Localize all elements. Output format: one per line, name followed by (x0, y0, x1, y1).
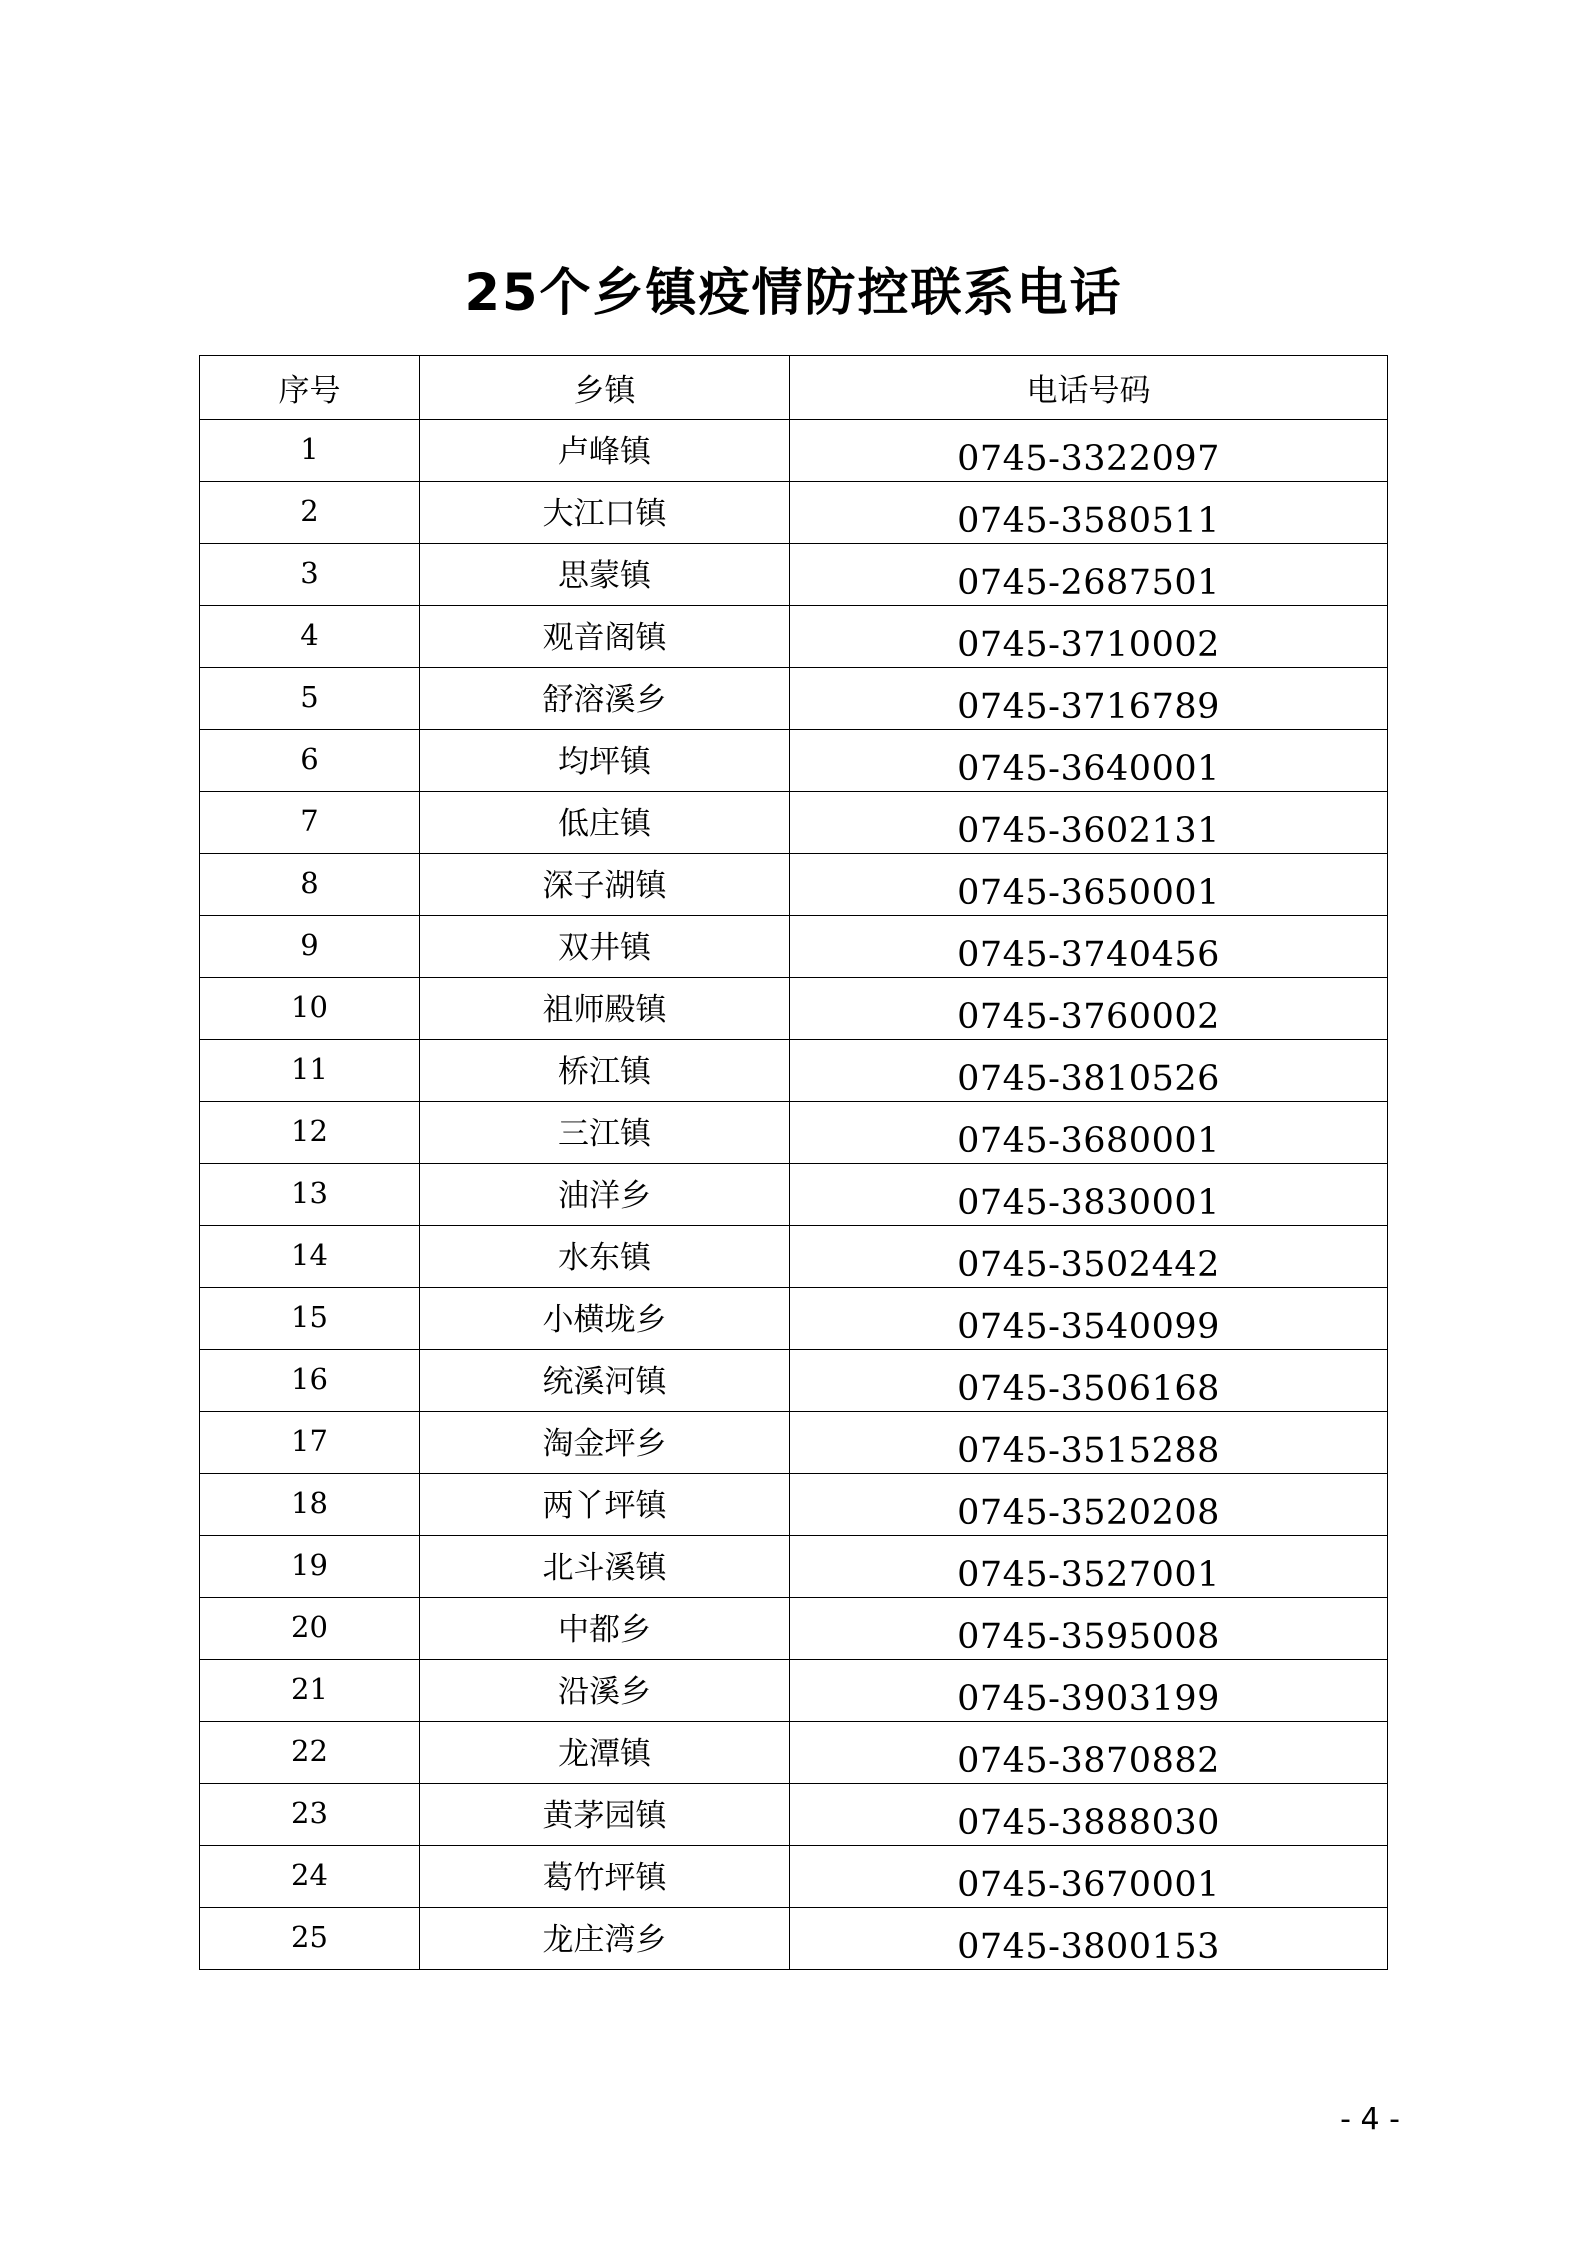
town-name-cell: 均坪镇 (420, 730, 790, 792)
phone-number-cell: 0745-3520208 (790, 1474, 1388, 1536)
phone-number-cell: 0745-3888030 (790, 1784, 1388, 1846)
town-name-cell: 沿溪乡 (420, 1660, 790, 1722)
phone-number-cell: 0745-3595008 (790, 1598, 1388, 1660)
phone-number-cell: 0745-3515288 (790, 1412, 1388, 1474)
table-row (200, 1722, 1388, 1784)
table-row (200, 420, 1388, 482)
row-index-cell: 17 (200, 1412, 420, 1474)
town-name-cell: 龙庄湾乡 (420, 1908, 790, 1970)
table-row (200, 1660, 1388, 1722)
table-row (200, 978, 1388, 1040)
town-name-cell: 三江镇 (420, 1102, 790, 1164)
table-header-row (200, 356, 1388, 420)
phone-number-cell: 0745-3800153 (790, 1908, 1388, 1970)
table-row (200, 544, 1388, 606)
row-index-cell: 3 (200, 544, 420, 606)
phone-number-cell: 0745-3710002 (790, 606, 1388, 668)
town-name-cell: 大江口镇 (420, 482, 790, 544)
table-row (200, 1784, 1388, 1846)
row-index-cell: 1 (200, 420, 420, 482)
page-number: - 4 - (1340, 2102, 1400, 2137)
row-index-cell: 24 (200, 1846, 420, 1908)
town-name-cell: 观音阁镇 (420, 606, 790, 668)
row-index-cell: 20 (200, 1598, 420, 1660)
row-index-cell: 7 (200, 792, 420, 854)
table-row (200, 1288, 1388, 1350)
table-row (200, 1412, 1388, 1474)
town-name-cell: 桥江镇 (420, 1040, 790, 1102)
town-name-cell: 双井镇 (420, 916, 790, 978)
phone-number-cell: 0745-3502442 (790, 1226, 1388, 1288)
row-index-cell: 21 (200, 1660, 420, 1722)
table-row (200, 606, 1388, 668)
column-header-index: 序号 (200, 356, 420, 420)
table-row (200, 1102, 1388, 1164)
town-name-cell: 黄茅园镇 (420, 1784, 790, 1846)
phone-number-cell: 0745-3810526 (790, 1040, 1388, 1102)
contact-table (199, 355, 1388, 1970)
phone-number-cell: 0745-3640001 (790, 730, 1388, 792)
town-name-cell: 油洋乡 (420, 1164, 790, 1226)
town-name-cell: 祖师殿镇 (420, 978, 790, 1040)
table-row (200, 482, 1388, 544)
town-name-cell: 卢峰镇 (420, 420, 790, 482)
table-row (200, 1536, 1388, 1598)
table-row (200, 1040, 1388, 1102)
table-row (200, 730, 1388, 792)
row-index-cell: 2 (200, 482, 420, 544)
row-index-cell: 9 (200, 916, 420, 978)
row-index-cell: 8 (200, 854, 420, 916)
table-row (200, 1164, 1388, 1226)
row-index-cell: 4 (200, 606, 420, 668)
phone-number-cell: 0745-2687501 (790, 544, 1388, 606)
phone-number-cell: 0745-3602131 (790, 792, 1388, 854)
town-name-cell: 龙潭镇 (420, 1722, 790, 1784)
phone-number-cell: 0745-3760002 (790, 978, 1388, 1040)
town-name-cell: 思蒙镇 (420, 544, 790, 606)
phone-number-cell: 0745-3870882 (790, 1722, 1388, 1784)
phone-number-cell: 0745-3830001 (790, 1164, 1388, 1226)
town-name-cell: 淘金坪乡 (420, 1412, 790, 1474)
town-name-cell: 葛竹坪镇 (420, 1846, 790, 1908)
column-header-town: 乡镇 (420, 356, 790, 420)
row-index-cell: 5 (200, 668, 420, 730)
town-name-cell: 两丫坪镇 (420, 1474, 790, 1536)
table-row (200, 1908, 1388, 1970)
row-index-cell: 11 (200, 1040, 420, 1102)
town-name-cell: 北斗溪镇 (420, 1536, 790, 1598)
row-index-cell: 25 (200, 1908, 420, 1970)
phone-number-cell: 0745-3506168 (790, 1350, 1388, 1412)
phone-number-cell: 0745-3322097 (790, 420, 1388, 482)
row-index-cell: 13 (200, 1164, 420, 1226)
row-index-cell: 15 (200, 1288, 420, 1350)
phone-number-cell: 0745-3540099 (790, 1288, 1388, 1350)
phone-number-cell: 0745-3580511 (790, 482, 1388, 544)
row-index-cell: 6 (200, 730, 420, 792)
table-row (200, 854, 1388, 916)
town-name-cell: 水东镇 (420, 1226, 790, 1288)
column-header-phone: 电话号码 (790, 356, 1388, 420)
phone-number-cell: 0745-3670001 (790, 1846, 1388, 1908)
town-name-cell: 舒溶溪乡 (420, 668, 790, 730)
phone-number-cell: 0745-3650001 (790, 854, 1388, 916)
phone-number-cell: 0745-3716789 (790, 668, 1388, 730)
row-index-cell: 18 (200, 1474, 420, 1536)
table-row (200, 792, 1388, 854)
row-index-cell: 23 (200, 1784, 420, 1846)
town-name-cell: 深子湖镇 (420, 854, 790, 916)
table-row (200, 1226, 1388, 1288)
phone-number-cell: 0745-3903199 (790, 1660, 1388, 1722)
row-index-cell: 14 (200, 1226, 420, 1288)
table-row (200, 1846, 1388, 1908)
row-index-cell: 22 (200, 1722, 420, 1784)
town-name-cell: 中都乡 (420, 1598, 790, 1660)
town-name-cell: 低庄镇 (420, 792, 790, 854)
row-index-cell: 10 (200, 978, 420, 1040)
table-row (200, 916, 1388, 978)
table-body (200, 420, 1388, 1970)
table-row (200, 668, 1388, 730)
town-name-cell: 小横垅乡 (420, 1288, 790, 1350)
phone-number-cell: 0745-3527001 (790, 1536, 1388, 1598)
row-index-cell: 19 (200, 1536, 420, 1598)
table-row (200, 1598, 1388, 1660)
row-index-cell: 16 (200, 1350, 420, 1412)
phone-number-cell: 0745-3680001 (790, 1102, 1388, 1164)
town-name-cell: 统溪河镇 (420, 1350, 790, 1412)
page-title: 25个乡镇疫情防控联系电话 (464, 264, 1123, 323)
table-row (200, 1350, 1388, 1412)
row-index-cell: 12 (200, 1102, 420, 1164)
table-row (200, 1474, 1388, 1536)
phone-number-cell: 0745-3740456 (790, 916, 1388, 978)
